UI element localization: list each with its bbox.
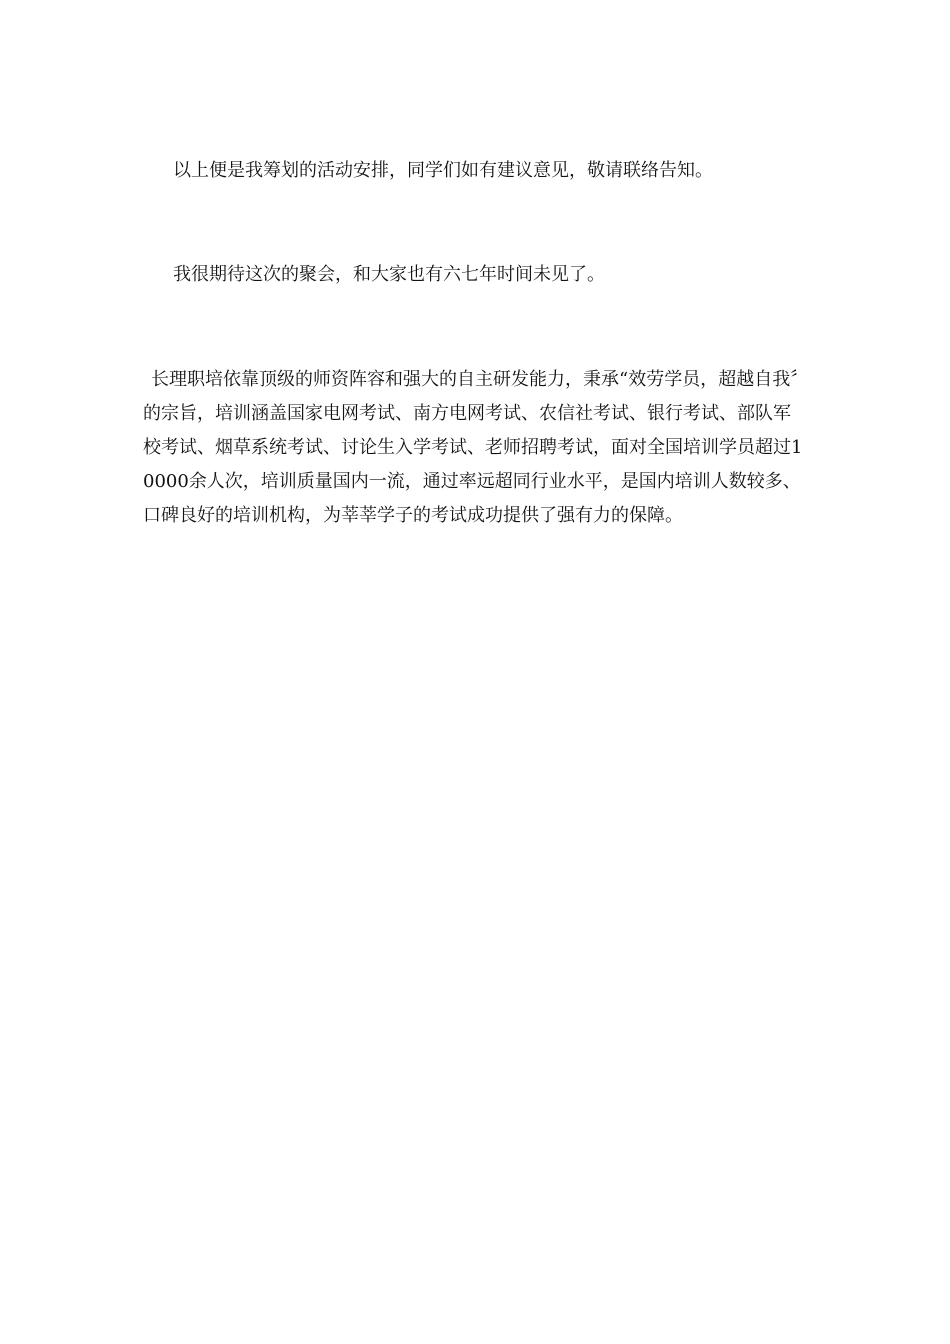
paragraph-closing-arrangement: 以上便是我筹划的活动安排，同学们如有建议意见，敬请联络告知。 (173, 160, 713, 181)
paragraph-looking-forward: 我很期待这次的聚会，和大家也有六七年时间未见了。 (173, 264, 605, 285)
paragraph-training-ad: 长理职培依靠顶级的师资阵容和强大的自主研发能力，秉承“效劳学员，超越自我〞的宗旨，培训涵盖国家电网考试、南方电网考试、农信社考试、银行考试、部队军校考试、烟草系统考试、讨论生入学考试、老师招聘考试，面对全国培训学员超过10000余人次，培训质量国内一流，通过率远超同行业水平，是国内培训人数较多、口碑良好的培训机构，为莘莘学子的考试成功提供了强有力的保障。 (143, 369, 803, 526)
